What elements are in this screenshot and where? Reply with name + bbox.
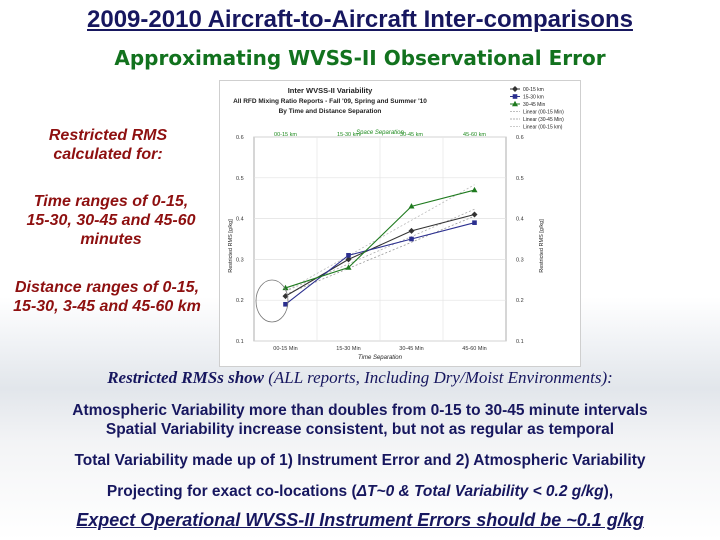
- legend-label: Linear (30-45 Min): [523, 117, 564, 123]
- chart-subtitle-1: All RFD Mixing Ratio Reports - Fall '09, Spring and Summer '10: [233, 98, 427, 105]
- legend-label: 15-30 km: [523, 94, 544, 101]
- y-tick-label: 0.6: [236, 135, 244, 141]
- y-tick-label: 0.5: [236, 175, 244, 182]
- note-time-ranges: Time ranges of 0-15, 15-30, 30-45 and 45-60 minutes: [26, 193, 196, 248]
- x-tick-label: 00-15 Min: [273, 346, 298, 352]
- y-tick-label-right: 0.2: [516, 298, 524, 305]
- y-tick-label-right: 0.3: [516, 257, 524, 264]
- slide-title: 2009-2010 Aircraft-to-Aircraft Inter-comparisons: [87, 6, 633, 33]
- chart-subtitle-2: By Time and Distance Separation: [278, 108, 382, 115]
- x-tick-label: 45-60 Min: [462, 346, 487, 352]
- y-tick-label-right: 0.1: [516, 339, 524, 345]
- legend-label: 00-15 km: [523, 87, 544, 93]
- x-tick-label: 15-30 Min: [336, 346, 361, 352]
- data-point: [472, 187, 478, 192]
- top-tick-label: 45-60 km: [463, 132, 486, 138]
- y-tick-label: 0.4: [236, 216, 244, 223]
- data-point: [409, 237, 414, 242]
- y-tick-label-right: 0.4: [516, 216, 524, 223]
- legend-label: Linear (00-15 Min): [523, 109, 564, 116]
- data-point: [513, 94, 518, 99]
- finding-projection: [0, 483, 720, 501]
- data-point: [283, 302, 288, 307]
- y-axis-label-right: Restricted RMS [g/kg]: [539, 219, 545, 273]
- y-tick-label-right: 0.6: [516, 135, 524, 141]
- note-restricted-rms: Restricted RMS calculated for:: [48, 127, 168, 163]
- y-tick-label-right: 0.5: [516, 175, 524, 182]
- y-tick-label: 0.1: [236, 339, 244, 345]
- top-tick-label: 00-15 km: [274, 132, 297, 138]
- low-value-highlight: [256, 280, 288, 322]
- line-chart: [220, 81, 580, 366]
- chart-legend: [510, 86, 564, 131]
- slide-subtitle: Approximating WVSS-II Observational Error: [114, 46, 606, 70]
- y-axis-label: Restricted RMS [g/kg]: [228, 219, 234, 273]
- data-point: [472, 212, 478, 218]
- chart-panel: [219, 80, 581, 367]
- conclusion: Expect Operational WVSS-II Instrument Errors should be ~0.1 g/kg: [76, 510, 644, 530]
- finding-total: Total Variability made up of 1) Instrument Error and 2) Atmospheric Variability: [74, 452, 646, 469]
- legend-label: 30-45 Min: [523, 102, 546, 108]
- finding-spatial: Spatial Variability increase consistent, but not as regular as temporal: [105, 421, 615, 438]
- y-tick-label: 0.2: [236, 298, 244, 305]
- top-tick-label: 15-30 km: [337, 132, 360, 138]
- finding-atmospheric: Atmospheric Variability more than doubles from 0-15 to 30-45 minute intervals: [72, 402, 648, 419]
- x-axis-label: Time Separation: [358, 355, 402, 361]
- data-point: [409, 228, 415, 234]
- grid: [254, 137, 506, 341]
- top-tick-label: 30-45 km: [400, 132, 423, 138]
- rms-heading: [0, 368, 720, 388]
- legend-label: Linear (00-15 km): [523, 124, 563, 131]
- projection-italic: ΔT~0 & Total Variability < 0.2 g/kg: [356, 483, 604, 500]
- rms-heading-rest: (ALL reports, Including Dry/Moist Environments):: [264, 368, 613, 387]
- y-tick-label: 0.3: [236, 257, 244, 264]
- x-tick-label: 30-45 Min: [399, 346, 424, 352]
- note-distance-ranges: Distance ranges of 0-15, 15-30, 3-45 and 45-60 km: [13, 279, 201, 315]
- rms-heading-bold: Restricted RMSs show: [107, 368, 264, 387]
- data-point: [472, 220, 477, 225]
- top-axis-label: Space Separation: [356, 130, 404, 136]
- projection-pre: Projecting for exact co-locations (: [106, 483, 357, 500]
- data-point: [512, 86, 518, 92]
- chart-title: Inter WVSS-II Variability: [287, 86, 373, 95]
- projection-post: ),: [603, 483, 614, 500]
- data-point: [346, 253, 351, 258]
